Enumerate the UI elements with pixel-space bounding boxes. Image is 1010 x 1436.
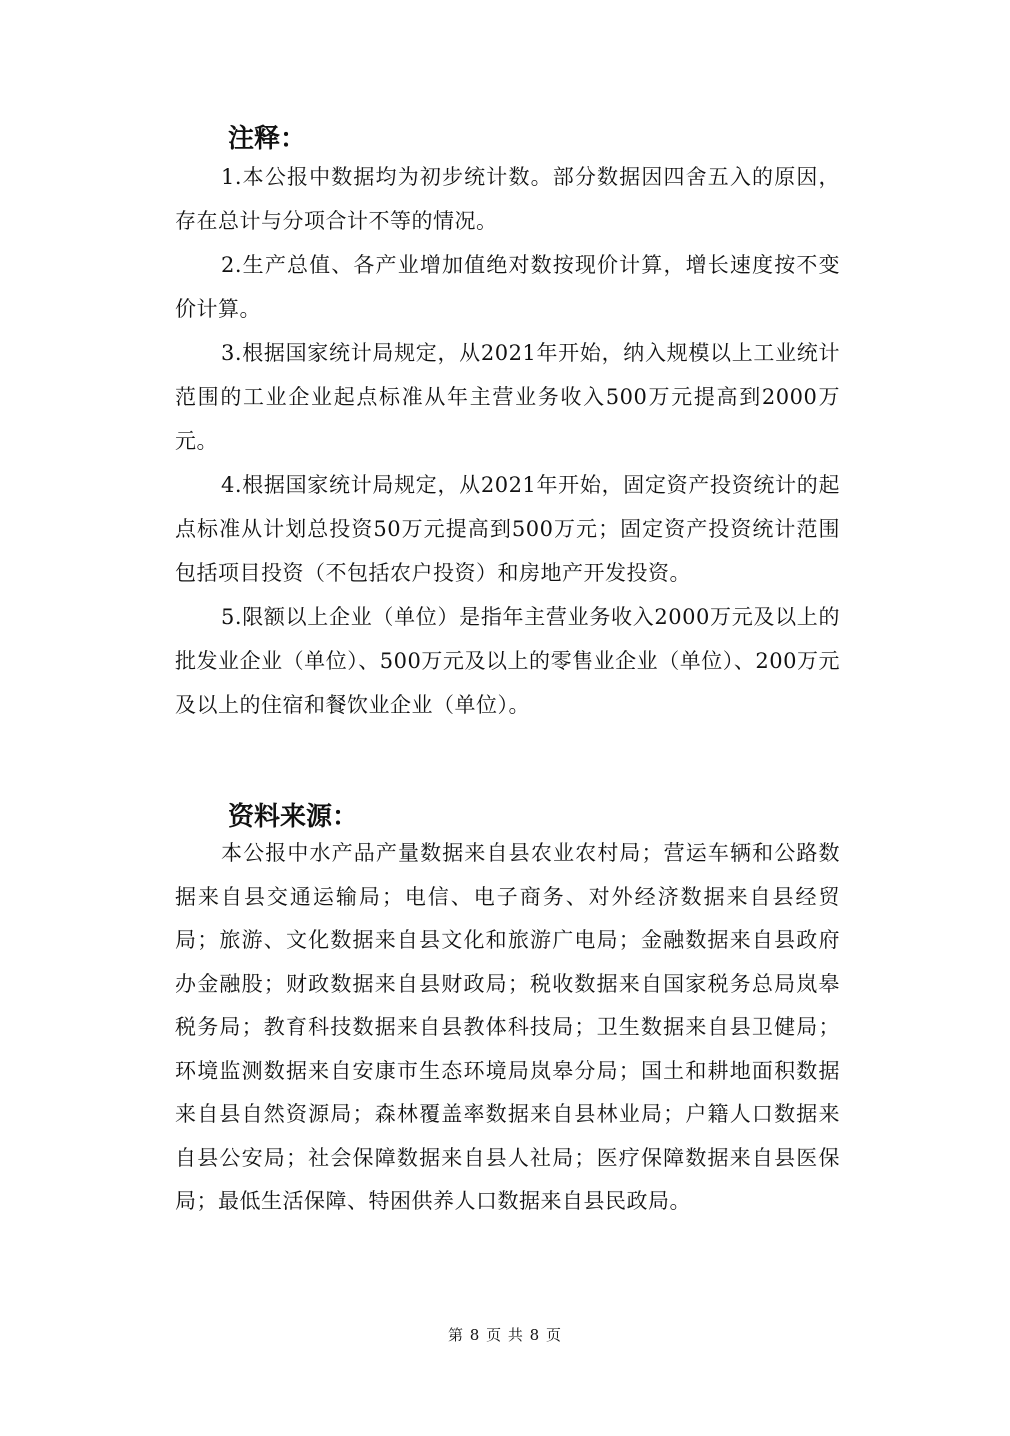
page-number-footer: 第 8 页 共 8 页 xyxy=(448,1326,562,1344)
note-item-3: 3.根据国家统计局规定，从2021年开始，纳入规模以上工业统计范围的工业企业起点标准从年主营业务收入500万元提高到2000万元。 xyxy=(175,341,840,453)
note-item-2: 2.生产总值、各产业增加值绝对数按现价计算，增长速度按不变价计算。 xyxy=(175,253,840,321)
note-item-1: 1.本公报中数据均为初步统计数。部分数据因四舍五入的原因，存在总计与分项合计不等的情况。 xyxy=(175,165,840,233)
notes-list xyxy=(175,155,840,727)
sources-heading: 资料来源： xyxy=(228,802,359,832)
note-item-5: 5.限额以上企业（单位）是指年主营业务收入2000万元及以上的批发业企业（单位）、500万元及以上的零售业企业（单位）、200万元及以上的住宿和餐饮业企业（单位）。 xyxy=(175,605,840,717)
notes-heading: 注释： xyxy=(228,124,307,154)
sources-paragraph: 本公报中水产品产量数据来自县农业农村局；营运车辆和公路数据来自县交通运输局；电信、电子商务、对外经济数据来自县经贸局；旅游、文化数据来自县文化和旅游广电局；金融数据来自县政府办金融股；财政数据来自县财政局；税收数据来自国家税务总局岚皋税务局；教育科技数据来自县教体科技局；卫生数据来自县卫健局；环境监测数据来自安康市生态环境局岚皋分局；国土和耕地面积数据来自县自然资源局；森林覆盖率数据来自县林业局；户籍人口数据来自县公安局；社会保障数据来自县人社局；医疗保障数据来自县医保局；最低生活保障、特困供养人口数据来自县民政局。 xyxy=(175,841,840,1213)
sources-section xyxy=(175,832,840,1224)
note-item-4: 4.根据国家统计局规定，从2021年开始，固定资产投资统计的起点标准从计划总投资50万元提高到500万元；固定资产投资统计范围包括项目投资（不包括农户投资）和房地产开发投资。 xyxy=(175,473,840,585)
